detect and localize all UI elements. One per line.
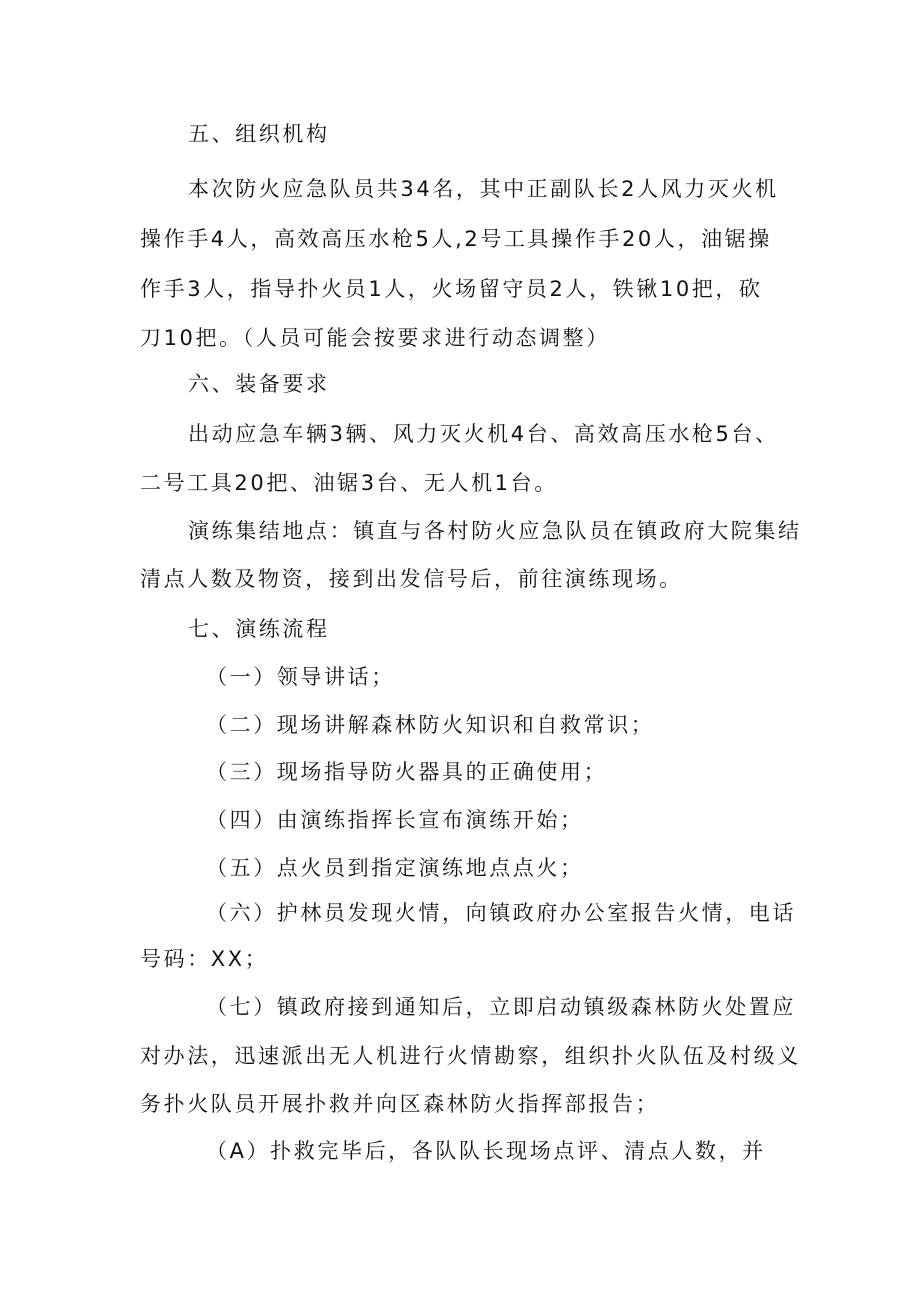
list-item: （四）由演练指挥长宣布演练开始； <box>206 808 584 832</box>
paragraph-line: 出动应急车辆3辆、风力灭火机4台、高效高压水枪5台、 <box>188 422 779 446</box>
list-item: （一）领导讲话； <box>206 665 395 689</box>
paragraph-line: 演练集结地点：镇直与各村防火应急队员在镇政府大院集结 <box>188 519 802 543</box>
list-item: （六）护林员发现火情，向镇政府办公室报告火情，电话 <box>206 901 796 925</box>
list-item: （七）镇政府接到通知后，立即启动镇级森林防火处置应 <box>206 995 796 1019</box>
section-heading-organization: 五、组织机构 <box>188 122 330 146</box>
section-heading-process: 七、演练流程 <box>188 617 330 641</box>
list-item: （五）点火员到指定演练地点点火； <box>206 856 584 880</box>
paragraph-line: 二号工具20把、油锯3台、无人机1台。 <box>140 471 558 495</box>
paragraph-line: 操作手4人，高效高压水枪5人,2号工具操作手20人，油锯操 <box>140 227 772 251</box>
list-item-continuation: 号码：XX； <box>140 947 269 971</box>
list-item-continuation: 务扑火队员开展扑救并向区森林防火指挥部报告； <box>140 1092 660 1116</box>
list-item-continuation: 对办法，迅速派出无人机进行火情勘察，组织扑火队伍及村级义 <box>140 1044 801 1068</box>
paragraph-line: 本次防火应急队员共34名，其中正副队长2人风力灭火机 <box>188 177 779 201</box>
section-heading-equipment: 六、装备要求 <box>188 372 330 396</box>
paragraph-line: 刀10把。（人员可能会按要求进行动态调整） <box>140 326 610 350</box>
list-item: （三）现场指导防火器具的正确使用； <box>206 760 608 784</box>
paragraph-line: 清点人数及物资，接到出发信号后，前往演练现场。 <box>140 567 683 591</box>
list-item: （A）扑救完毕后，各队队长现场点评、清点人数，并 <box>206 1139 766 1163</box>
paragraph-line: 作手3人，指导扑火员1人，火场留守员2人，铁锹10把，砍 <box>140 277 763 301</box>
list-item: （二）现场讲解森林防火知识和自救常识； <box>206 713 655 737</box>
